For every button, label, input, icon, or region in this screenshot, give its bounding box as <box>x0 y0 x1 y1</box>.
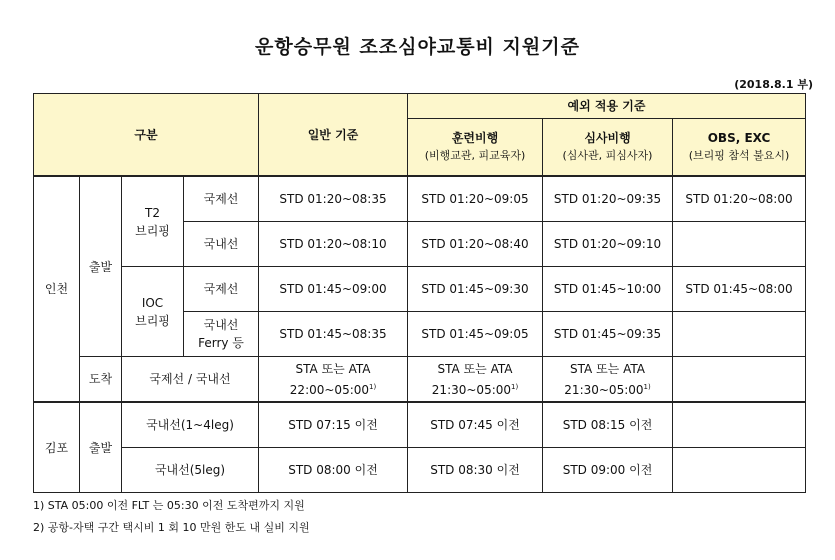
label-arrival: 도착 <box>80 357 122 403</box>
transport-allowance-table <box>33 93 806 493</box>
cell-obs: STD 01:45~08:00 <box>673 267 806 312</box>
label-incheon: 인천 <box>34 176 80 402</box>
cell-training: STD 01:45~09:05 <box>408 312 543 357</box>
cell-check: STD 01:45~09:35 <box>543 312 673 357</box>
label-ioc-briefing <box>122 267 184 357</box>
label-dom: 국내선 <box>203 318 239 332</box>
arrival-time: 22:00~05:00 <box>289 382 370 397</box>
header-training-sub: (비행교관, 피교육자) <box>424 149 526 162</box>
header-general: 일반 기준 <box>259 94 408 177</box>
cell-obs <box>673 222 806 267</box>
label-dom-1-4leg: 국내선(1~4leg) <box>122 402 259 448</box>
header-training <box>408 119 543 177</box>
cell-obs: STD 01:20~08:00 <box>673 176 806 222</box>
label-dom: 국내선 <box>184 222 259 267</box>
cell-general: STD 01:20~08:10 <box>259 222 408 267</box>
cell-general: STD 01:45~08:35 <box>259 312 408 357</box>
label-intl-dom: 국제선 / 국내선 <box>122 357 259 403</box>
cell-obs <box>673 357 806 403</box>
label-departure: 출발 <box>80 176 122 357</box>
label-t2-briefing <box>122 176 184 267</box>
page-title: 운항승무원 조조심야교통비 지원기준 <box>255 36 580 58</box>
header-obs-sub: (브리핑 참석 불요시) <box>688 149 790 162</box>
cell-obs <box>673 402 806 448</box>
effective-date: (2018.8.1 부) <box>734 78 813 91</box>
arrival-line2 <box>261 378 405 399</box>
label-ferry: Ferry 등 <box>198 336 244 350</box>
cell-general: STD 01:45~09:00 <box>259 267 408 312</box>
table-row <box>34 448 806 493</box>
cell-check: STD 01:20~09:10 <box>543 222 673 267</box>
arrival-line1: STA 또는 ATA <box>437 361 513 376</box>
cell-check <box>543 357 673 403</box>
table-row <box>34 176 806 222</box>
cell-general <box>259 357 408 403</box>
table-row <box>34 267 806 312</box>
label-briefing: 브리핑 <box>135 313 170 328</box>
label-t2: T2 <box>145 205 160 220</box>
cell-check: STD 01:20~09:35 <box>543 176 673 222</box>
header-obs <box>673 119 806 177</box>
label-ioc: IOC <box>141 295 164 310</box>
cell-check: STD 01:45~10:00 <box>543 267 673 312</box>
label-briefing: 브리핑 <box>135 223 170 238</box>
table-row <box>34 357 806 403</box>
header-check-label: 심사비행 <box>584 131 631 145</box>
cell-general: STD 07:15 이전 <box>259 402 408 448</box>
arrival-line1: STA 또는 ATA <box>295 361 371 376</box>
footnote-1: 1) STA 05:00 이전 FLT 는 05:30 이전 도착편까지 지원 <box>33 499 305 512</box>
label-intl: 국제선 <box>184 267 259 312</box>
label-dom-5leg: 국내선(5leg) <box>122 448 259 493</box>
cell-check: STD 08:15 이전 <box>543 402 673 448</box>
cell-training <box>408 357 543 403</box>
label-dom-ferry <box>184 312 259 357</box>
footnote-2: 2) 공항-자택 구간 택시비 1 회 10 만원 한도 내 실비 지원 <box>33 521 310 534</box>
table-row <box>34 402 806 448</box>
arrival-line1: STA 또는 ATA <box>570 361 645 376</box>
cell-training: STD 01:45~09:30 <box>408 267 543 312</box>
cell-general: STD 01:20~08:35 <box>259 176 408 222</box>
cell-check: STD 09:00 이전 <box>543 448 673 493</box>
arrival-time: 21:30~05:00 <box>431 382 512 397</box>
arrival-line2 <box>545 378 670 399</box>
label-departure: 출발 <box>80 402 122 493</box>
cell-obs <box>673 448 806 493</box>
header-category: 구분 <box>34 94 259 177</box>
arrival-time: 21:30~05:00 <box>564 382 644 397</box>
cell-training: STD 01:20~09:05 <box>408 176 543 222</box>
footnote-ref: 1) <box>511 382 519 391</box>
label-gimpo: 김포 <box>34 402 80 493</box>
cell-training: STD 07:45 이전 <box>408 402 543 448</box>
footnote-ref: 1) <box>369 382 377 391</box>
header-exception: 예외 적용 기준 <box>408 94 806 119</box>
footnote-ref: 1) <box>643 382 651 391</box>
header-check-sub: (심사관, 피심사자) <box>562 149 653 162</box>
cell-training: STD 08:30 이전 <box>408 448 543 493</box>
label-intl: 국제선 <box>184 176 259 222</box>
arrival-line2 <box>410 378 540 399</box>
header-training-label: 훈련비행 <box>451 131 499 145</box>
header-check <box>543 119 673 177</box>
cell-general: STD 08:00 이전 <box>259 448 408 493</box>
header-obs-label: OBS, EXC <box>707 131 771 145</box>
cell-obs <box>673 312 806 357</box>
cell-training: STD 01:20~08:40 <box>408 222 543 267</box>
